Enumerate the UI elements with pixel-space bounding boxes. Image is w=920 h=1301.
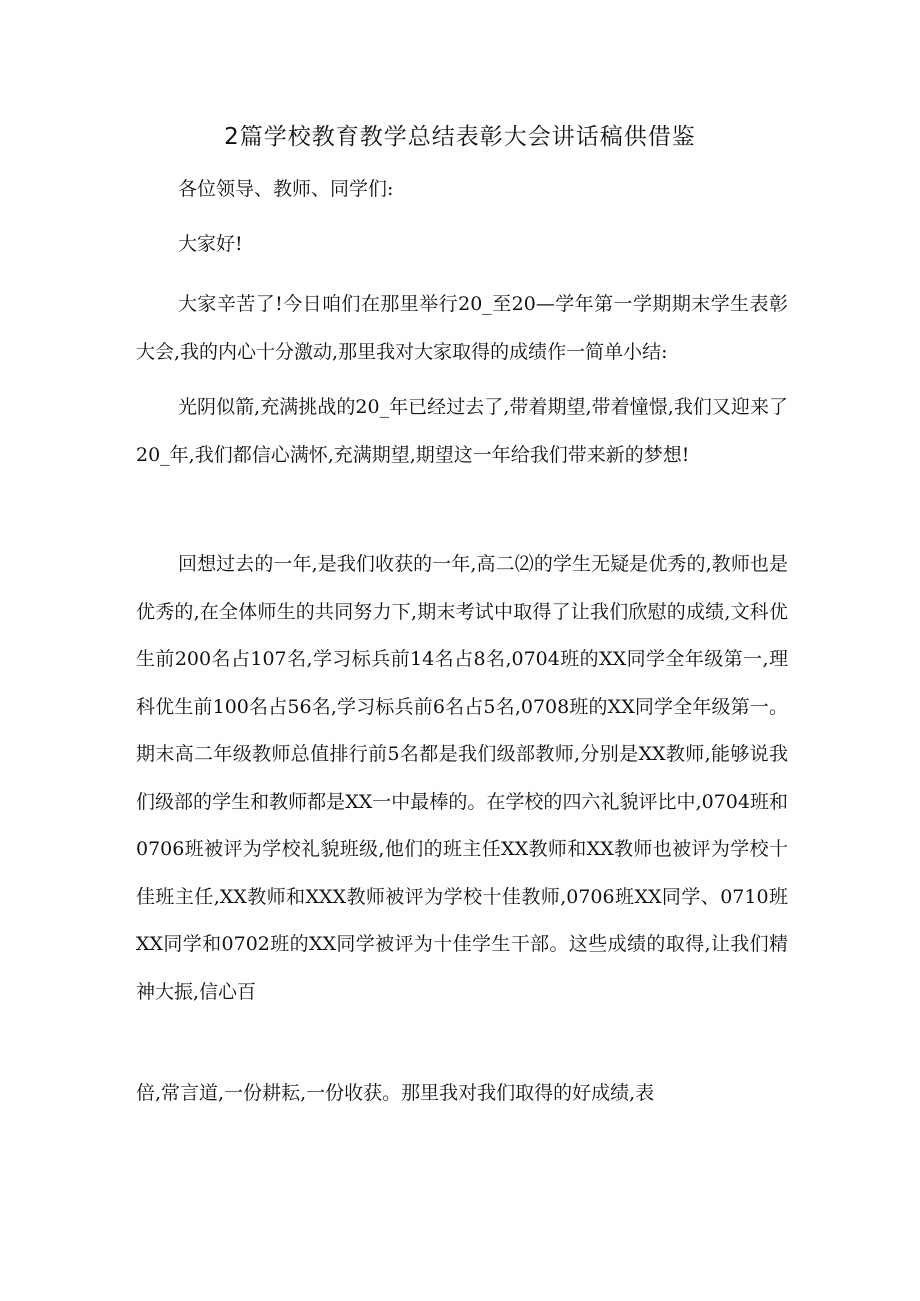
paragraph-opening: 大家辛苦了!今日咱们在那里举行20_至20—学年第一学期期末学生表彰大会,我的内心十分激动,那里我对大家取得的成绩作一简单小结: [136, 293, 788, 363]
salutation: 各位领导、教师、同学们: [178, 178, 394, 200]
paragraph-achievements: 回想过去的一年,是我们收获的一年,高二⑵的学生无疑是优秀的,教师也是优秀的,在全体师生的共同努力下,期末考试中取得了让我们欣慰的成绩,文科优生前200名占107名,学习标兵前14名占8名,0704班的XX同学全年级第一,理科优生前100名占56名,学习标兵前6名占5名,0708班的XX同学全年级第一。期末高二年级教师总值排行前5名都是我们级部教师,分别是XX教师,能够说我们级部的学生和教师都是XX一中最棒的。在学校的四六礼貌评比中,0704班和0706班被评为学校礼貌班级,他们的班主任XX教师和XX教师也被评为学校十佳班主任,XX教师和XXX教师被评为学校十佳教师,0706班XX同学、0710班XX同学和0702班的XX同学被评为十佳学生干部。这些成绩的取得,让我们精神大振,信心百 [136, 553, 788, 1003]
document-title: 2篇学校教育教学总结表彰大会讲话稿供借鉴 [224, 124, 696, 150]
paragraph-new-year: 光阴似箭,充满挑战的20_年已经过去了,带着期望,带着憧憬,我们又迎来了20_年,我们都信心满怀,充满期望,期望这一年给我们带来新的梦想! [136, 396, 788, 466]
greeting: 大家好! [178, 233, 243, 255]
paragraph-continuation: 倍,常言道,一份耕耘,一份收获。那里我对我们取得的好成绩,表 [136, 1082, 655, 1104]
